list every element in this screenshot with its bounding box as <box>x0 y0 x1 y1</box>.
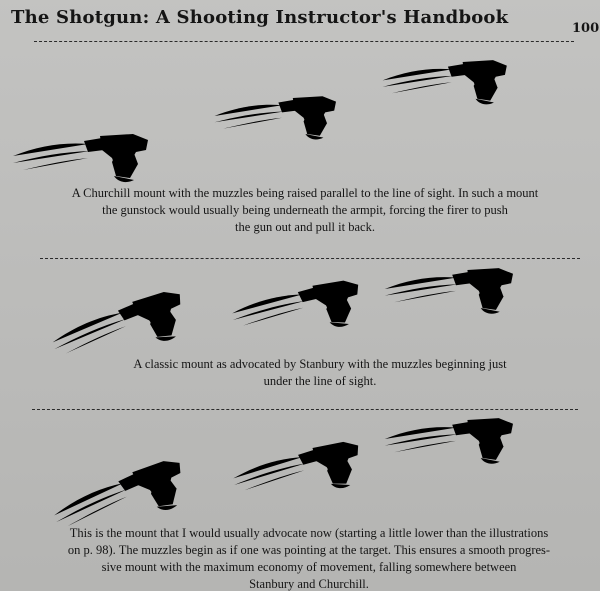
caption-line: A Churchill mount with the muzzles being raised parallel to the line of sight. In such a mount <box>71 186 539 200</box>
figure-3-stage-2 <box>230 427 434 503</box>
caption-line: on p. 98). The muzzles begin as if one was pointing at the target. This ensures a smooth progres- <box>67 543 551 557</box>
caption-line: A classic mount as advocated by Stanbury with the muzzles beginning just <box>133 357 507 371</box>
caption-line: This is the mount that I would usually advocate now (starting a little lower than the illustrations <box>69 526 549 540</box>
figure-2-stage-3 <box>385 265 585 314</box>
caption-line: the gunstock would usually being underneath the armpit, forcing the firer to push <box>102 203 508 217</box>
caption-line: Stanbury and Churchill. <box>249 577 369 591</box>
figure-1-stage-2 <box>215 94 404 140</box>
figure-2-caption <box>84 356 556 390</box>
caption-line: sive mount with the maximum economy of movement, falling somewhere between <box>101 560 517 574</box>
caption-line: under the line of sight. <box>263 374 377 388</box>
figure-2-stage-2 <box>230 269 433 338</box>
figure-3-caption <box>20 525 598 591</box>
page-number: 100 <box>572 21 600 36</box>
figure-3-stage-3 <box>385 415 585 464</box>
figure-1-caption <box>32 185 578 236</box>
figure-2-stage-1 <box>47 267 263 367</box>
figure-1-stage-3 <box>383 57 576 104</box>
running-header: The Shotgun: A Shooting Instructor's Handbook <box>11 7 509 28</box>
figure-1-stage-1 <box>13 131 223 182</box>
caption-line: the gun out and pull it back. <box>235 220 375 234</box>
